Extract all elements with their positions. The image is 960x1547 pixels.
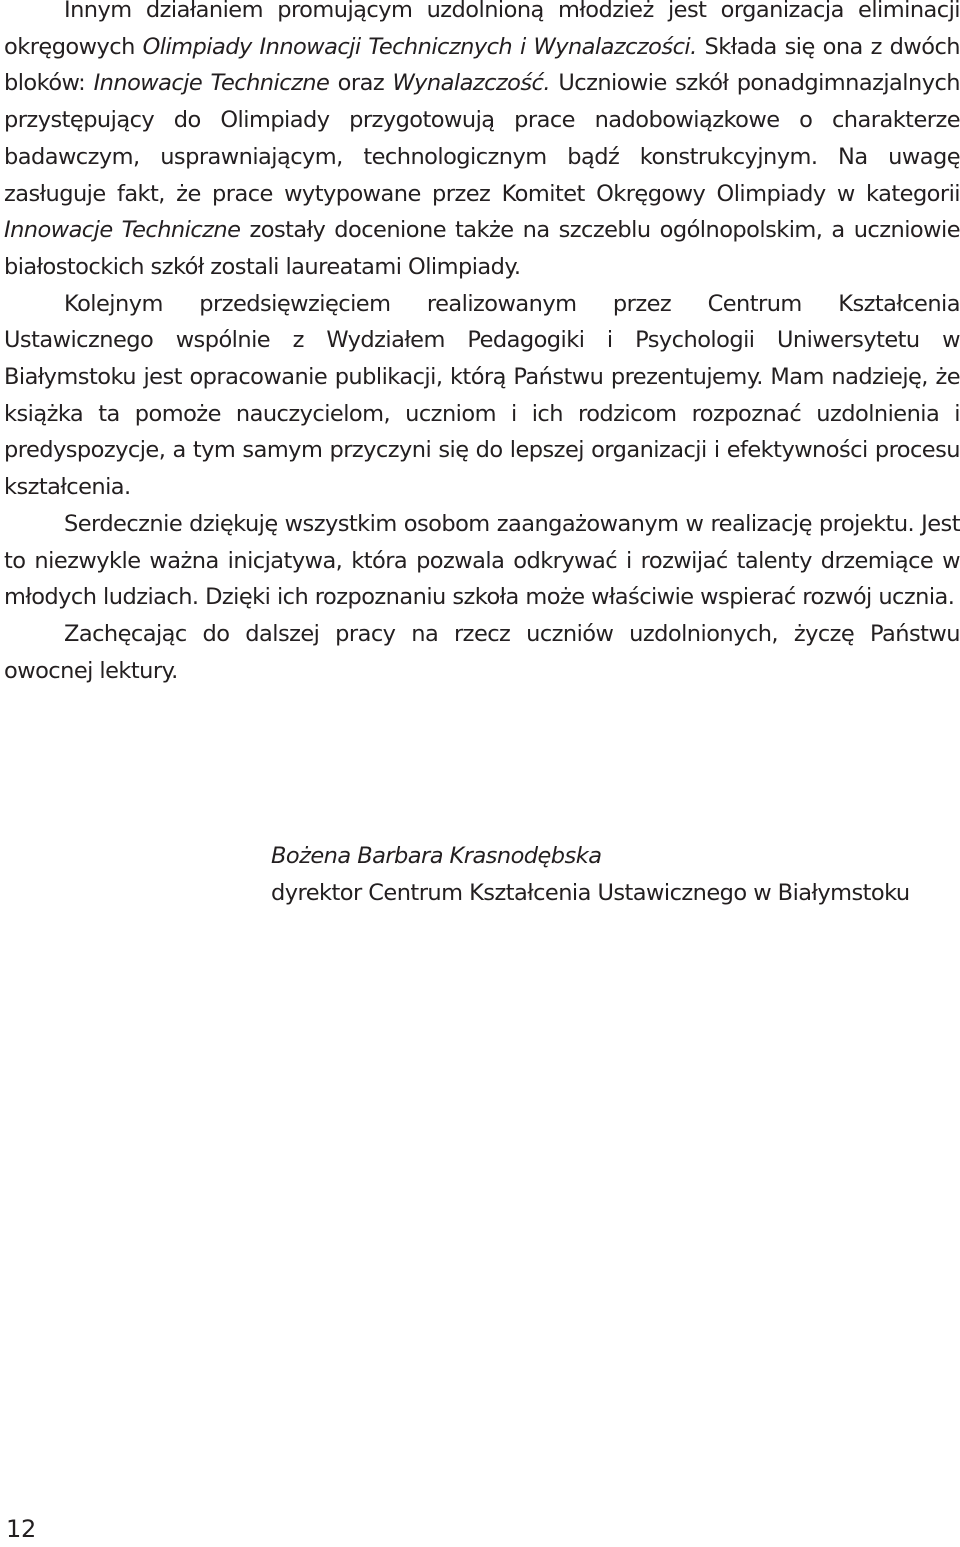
text-run: Zachęcając do dalszej pracy na rzecz uczniów uzdolnionych, życzę Państwu owocnej lektury. <box>4 620 960 684</box>
text-run: Kolejnym przedsięwzięciem realizowanym przez Centrum Kształcenia Ustawicznego wspólnie z Wydziałem Pedagogiki i Psychologii Uniwersytetu w Białymstoku jest opracowanie publikacji, którą Państwu prezentujemy. Mam nadzieję, że książka ta pomoże nauczycielom, uczniom i ich rodzicom rozpoznać uzdolnienia i predyspozycje, a tym samym przyczyni się do lepszej organizacji i efektywności procesu kształcenia. <box>4 290 960 501</box>
paragraph <box>4 0 960 286</box>
paragraph <box>4 286 960 506</box>
text-run: Innym działaniem promującym uzdolnioną młodzież jest organizacja eliminacji okręgowych <box>4 0 960 60</box>
signature-role: dyrektor Centrum Kształcenia Ustawicznego w Białymstoku <box>271 879 910 906</box>
text-run: Uczniowie szkół ponadgimnazjalnych przystępujący do Olimpiady przygotowują prace nadobowiązkowe o charakterze badawczym, usprawniającym, technologicznym bądź konstrukcyjnym. Na uwagę zasługuje fakt, że prace wytypowane przez Komitet Okręgowy Olimpiady w kategorii <box>4 70 960 207</box>
paragraph <box>4 506 960 616</box>
olympiad-name: Olimpiady Innowacji Technicznych i Wynalazczości. <box>142 33 697 60</box>
text-run: oraz <box>329 70 393 97</box>
page-number: 12 <box>6 1515 36 1543</box>
text-run: Składa się ona z dwóch bloków: <box>4 33 960 97</box>
category-name: Innowacje Techniczne <box>4 217 241 244</box>
body-text <box>4 0 960 689</box>
signature-name: Bożena Barbara Krasnodębska <box>271 843 602 869</box>
text-run: Serdecznie dziękuję wszystkim osobom zaangażowanym w realizację projektu. Jest to niezwykle ważna inicjatywa, która pozwala odkrywać i rozwijać talenty drzemiące w młodych ludziach. Dzięki ich rozpoznaniu szkoła może właściwie wspierać rozwój ucznia. <box>4 510 960 611</box>
block-name: Wynalazczość. <box>392 70 550 97</box>
signature-block <box>271 838 910 911</box>
text-run: zostały docenione także na szczeblu ogólnopolskim, a uczniowie białostockich szkół zostali laureatami Olimpiady. <box>4 217 960 280</box>
paragraph <box>4 616 960 689</box>
block-name: Innowacje Techniczne <box>93 70 330 97</box>
